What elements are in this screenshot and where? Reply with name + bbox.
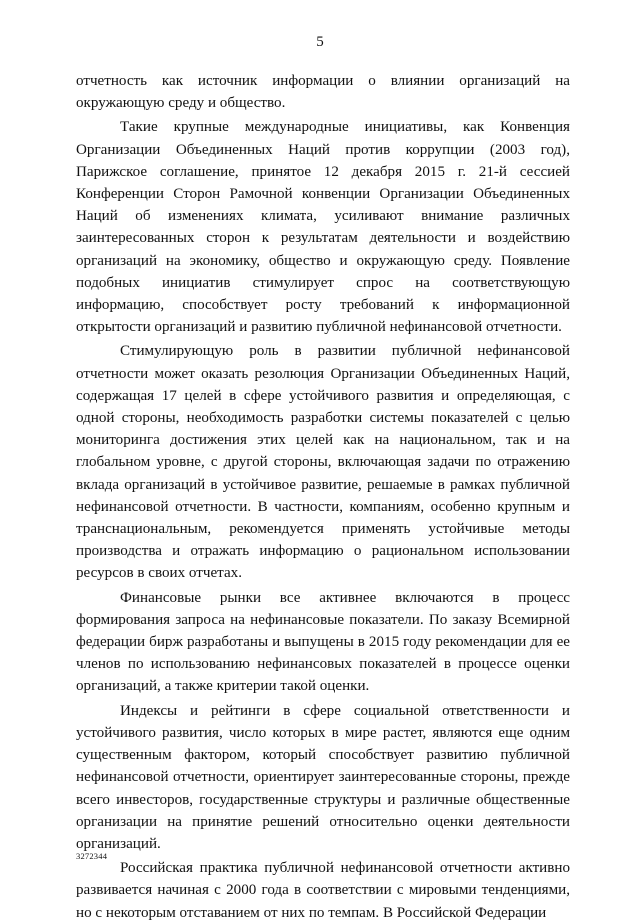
document-code: 3272344: [76, 851, 108, 861]
page-number: 5: [316, 34, 324, 50]
paragraph-russian-practice: Российская практика публичной нефинансовой отчетности активно развивается начиная с 2000 года в соответствии с мировыми тенденциями, но с некоторым отставанием от них по темпам. В Российской Федерации: [76, 860, 570, 921]
paragraph-continuation: отчетность как источник информации о влиянии организаций на окружающую среду и общество.: [76, 73, 570, 112]
paragraph-un-resolution: Стимулирующую роль в развитии публичной нефинансовой отчетности может оказать резолюция Организации Объединенных Наций, содержащая 17 целей в сфере устойчивого развития и определяющая, с одной стороны, необходимость разработки системы показателей с целью мониторинга достижения этих целей как на национальном, так и на глобальном уровне, с другой стороны, включающая задачи по отражению вклада организаций в устойчивое развитие, решаемые в рамках публичной нефинансовой отчетности. В частности, компаниям, особенно крупным и транснациональным, рекомендуется применять устойчивые методы производства и отражать информацию о рациональном использовании ресурсов в своих отчетах.: [76, 343, 570, 582]
paragraph-indexes-ratings: Индексы и рейтинги в сфере социальной ответственности и устойчивого развития, число которых в мире растет, являются еще одним существенным фактором, который способствует развитию публичной нефинансовой отчетности, ориентирует заинтересованные стороны, прежде всего инвесторов, государственные структуры и различные общественные организации на принятие решений относительно оценки деятельности организаций.: [76, 702, 570, 852]
document-body: [76, 70, 570, 924]
paragraph-financial-markets: Финансовые рынки все активнее включаются в процесс формирования запроса на нефинансовые показатели. По заказу Всемирной федерации бирж разработаны и выпущены в 2015 году рекомендации для ее членов по использованию нефинансовых показателей в процессе оценки организаций, а также критерии такой оценки.: [76, 589, 570, 695]
paragraph-international-initiatives: Такие крупные международные инициативы, как Конвенция Организации Объединенных Наций против коррупции (2003 год), Парижское соглашение, принятое 12 декабря 2015 г. 21-й сессией Конференции Сторон Рамочной конвенции Организации Объединенных Наций об изменениях климата, усиливают внимание различных заинтересованных сторон к результатам деятельности и воздействию организаций на экономику, общество и окружающую среду. Появление подобных инициатив стимулирует спрос на соответствующую информацию, способствует росту требований к информационной открытости организаций и развитию публичной нефинансовой отчетности.: [76, 119, 570, 336]
